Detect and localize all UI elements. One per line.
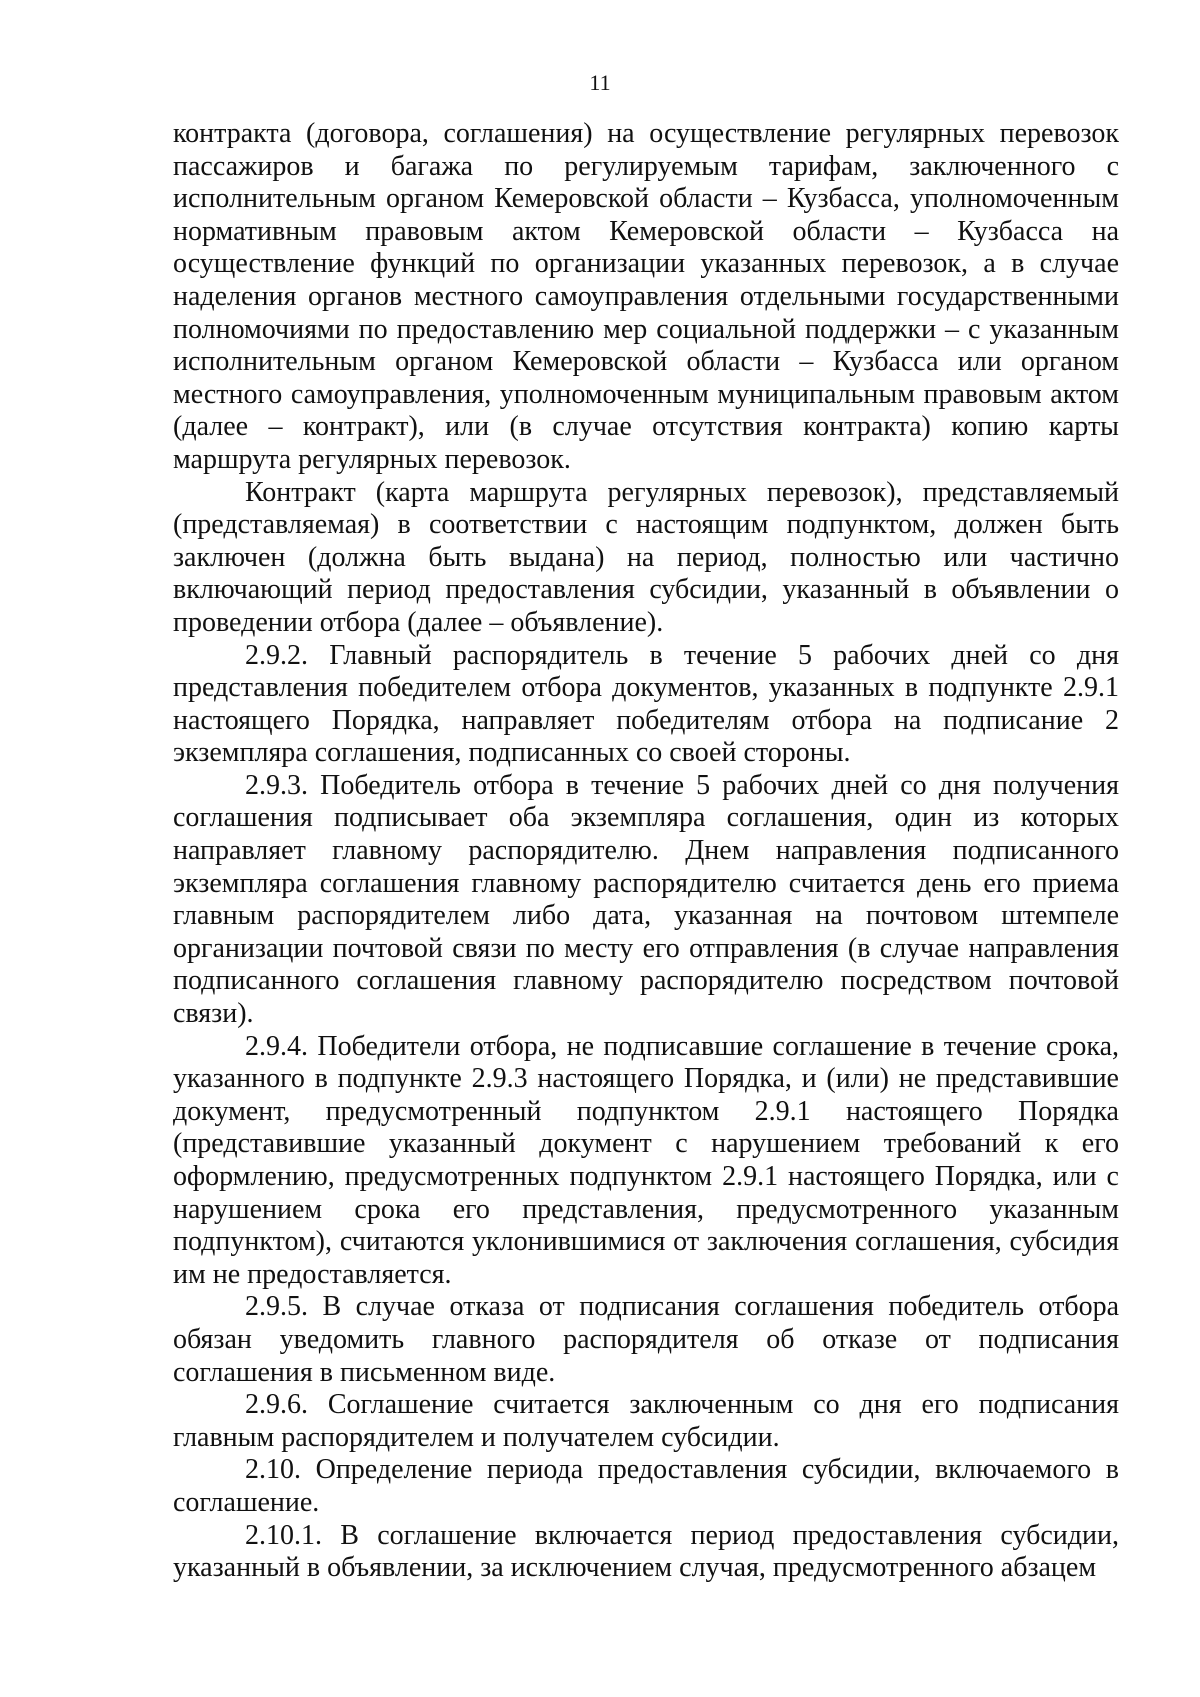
paragraph-2-9-3: 2.9.3. Победитель отбора в течение 5 рабочих дней со дня получения соглашения подписывает оба экземпляра соглашения, один из которых направляет главному распорядителю. Днем направления подписанного экземпляра соглашения главному распорядителю считается день его приема главным распорядителем либо дата, указанная на почтовом штемпеле организации почтовой связи по месту его отправления (в случае направления подписанного соглашения главному распорядителю посредством почтовой связи). [173, 769, 1119, 1030]
paragraph-2-9-2: 2.9.2. Главный распорядитель в течение 5 рабочих дней со дня представления победителем отбора документов, указанных в подпункте 2.9.1 настоящего Порядка, направляет победителям отбора на подписание 2 экземпляра соглашения, подписанных со своей стороны. [173, 639, 1119, 769]
paragraph-contract-continuation: контракта (договора, соглашения) на осуществление регулярных перевозок пассажиров и багажа по регулируемым тарифам, заключенного с исполнительным органом Кемеровской области – Кузбасса, уполномоченным нормативным правовым актом Кемеровской области – Кузбасса на осуществление функций по организации указанных перевозок, а в случае наделения органов местного самоуправления отдельными государственными полномочиями по предоставлению мер социальной поддержки – с указанным исполнительным органом Кемеровской области – Кузбасса или органом местного самоуправления, уполномоченным муниципальным правовым актом (далее – контракт), или (в случае отсутствия контракта) копию карты маршрута регулярных перевозок. [173, 118, 1119, 475]
paragraph-2-9-5: 2.9.5. В случае отказа от подписания соглашения победитель отбора обязан уведомить главного распорядителя об отказе от подписания соглашения в письменном виде. [173, 1291, 1119, 1388]
paragraph-2-10-1: 2.10.1. В соглашение включается период предоставления субсидии, указанный в объявлении, за исключением случая, предусмотренного абзацем [173, 1519, 1119, 1584]
document-body [173, 118, 1119, 1585]
paragraph-2-10: 2.10. Определение периода предоставления субсидии, включаемого в соглашение. [173, 1454, 1119, 1518]
paragraph-contract-period: Контракт (карта маршрута регулярных перевозок), представляемый (представляемая) в соответствии с настоящим подпунктом, должен быть заключен (должна быть выдана) на период, полностью или частично включающий период предоставления субсидии, указанный в объявлении о проведении отбора (далее – объявление). [173, 476, 1119, 638]
paragraph-2-9-4: 2.9.4. Победители отбора, не подписавшие соглашение в течение срока, указанного в подпункте 2.9.3 настоящего Порядка, и (или) не представившие документ, предусмотренный подпунктом 2.9.1 настоящего Порядка (представившие указанный документ с нарушением требований к его оформлению, предусмотренных подпунктом 2.9.1 настоящего Порядка, или с нарушением срока его представления, предусмотренного указанным подпунктом), считаются уклонившимися от заключения соглашения, субсидия им не предоставляется. [173, 1030, 1119, 1290]
page-number: 11 [589, 70, 611, 95]
paragraph-2-9-6: 2.9.6. Соглашение считается заключенным со дня его подписания главным распорядителем и получателем субсидии. [173, 1389, 1119, 1453]
